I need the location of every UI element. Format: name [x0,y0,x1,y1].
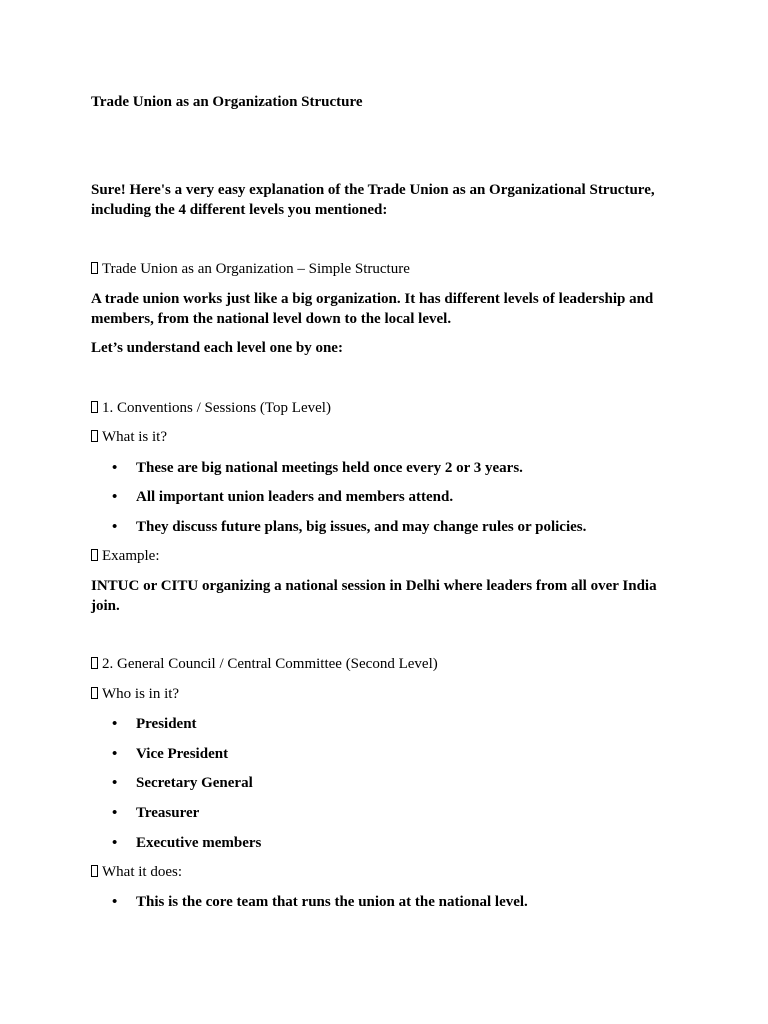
document-title: Trade Union as an Organization Structure [91,94,363,110]
level1-example-label [91,546,671,566]
missing-glyph-icon [91,262,98,274]
list-item [112,487,672,507]
level1-heading [91,398,671,418]
level1-what-label-text: What is it? [102,429,167,445]
bullet-icon: • [112,716,118,732]
level2-who-label-text: Who is in it? [102,686,180,702]
list-item [112,458,672,478]
list-item-text: Treasurer [136,805,200,821]
missing-glyph-icon [91,401,98,413]
level2-who-label [91,684,671,704]
bullet-icon: • [112,894,118,910]
level2-heading [91,654,671,674]
list-item-text: President [136,716,197,732]
bullet-icon: • [112,489,118,505]
list-item-text: This is the core team that runs the union at the national level. [136,894,528,910]
list-item [112,892,672,912]
paragraph-levels-intro: Let’s understand each level one by one: [91,340,343,356]
list-item [112,803,672,823]
level2-does-label-text: What it does: [102,864,182,880]
section-heading [91,259,671,279]
list-item [112,714,672,734]
level1-example-label-text: Example: [102,548,160,564]
list-item-text: All important union leaders and members attend. [136,489,454,505]
list-item [112,517,672,537]
missing-glyph-icon [91,430,98,442]
bullet-icon: • [112,519,118,535]
missing-glyph-icon [91,549,98,561]
bullet-icon: • [112,460,118,476]
intro-paragraph: Sure! Here's a very easy explanation of the Trade Union as an Organizational Structure, including the 4 different levels you mentioned: [91,182,655,218]
bullet-icon: • [112,805,118,821]
section-heading-text: Trade Union as an Organization – Simple Structure [102,261,410,277]
missing-glyph-icon [91,865,98,877]
bullet-icon: • [112,775,118,791]
paragraph-organization: A trade union works just like a big organization. It has different levels of leadership and members, from the national level down to the local level. [91,291,654,327]
list-item [112,833,672,853]
list-item-text: Vice President [136,746,229,762]
bullet-icon: • [112,746,118,762]
missing-glyph-icon [91,687,98,699]
list-item [112,744,672,764]
bullet-icon: • [112,835,118,851]
level1-example-text: INTUC or CITU organizing a national session in Delhi where leaders from all over India join. [91,578,657,614]
level2-heading-text: 2. General Council / Central Committee (Second Level) [102,656,438,672]
list-item-text: They discuss future plans, big issues, and may change rules or policies. [136,519,587,535]
list-item-text: Executive members [136,835,262,851]
list-item [112,773,672,793]
level2-does-label [91,862,671,882]
list-item-text: Secretary General [136,775,253,791]
level1-heading-text: 1. Conventions / Sessions (Top Level) [102,400,331,416]
list-item-text: These are big national meetings held once every 2 or 3 years. [136,460,523,476]
missing-glyph-icon [91,657,98,669]
level1-what-label [91,427,671,447]
